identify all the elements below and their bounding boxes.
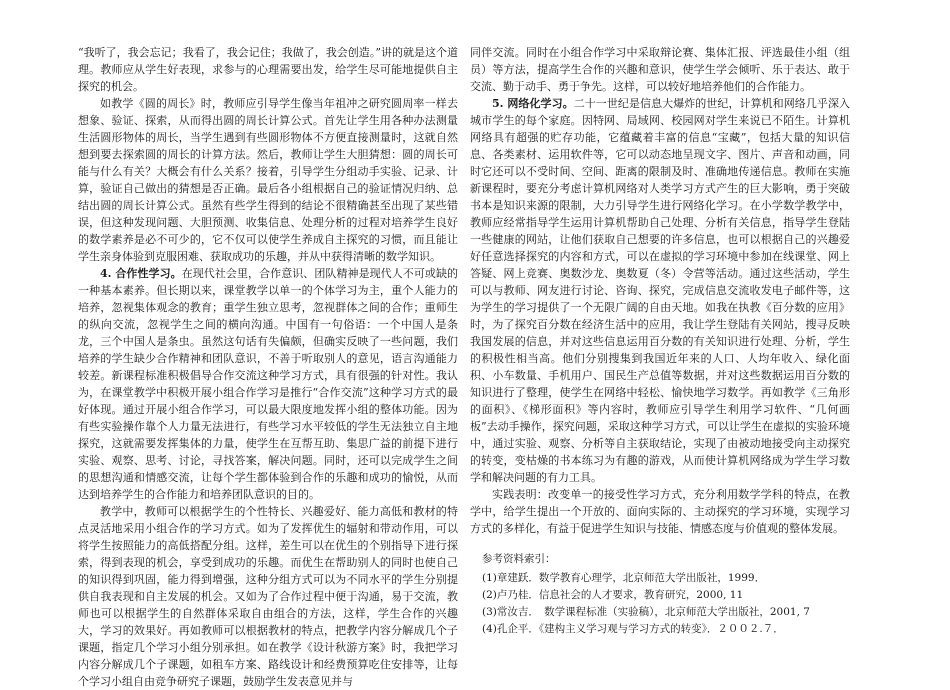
section-body-network: 二十一世纪是信息大爆炸的世纪，计算机和网络几乎深入城市学生的每个家庭。因特网、局域网、校园网对学生来说已不陌生。计算机网络具有超强的贮存功能，它蕴藏着丰富的信息“宝藏”，包括大量的知识信息、各类素材、运用软件等，它可以动态地呈现文字、图片、声音和动画，同时它还可以不受时间、空间、距离的限制及时、准确地传递信息。教师在实施新课程时，要充分考虑计算机网络对人类学习方式产生的巨大影响，勇于突破书本是知识来源的限制，大力引导学生进行网络化学习。在小学数学教学中，教师应经常指导学生运用计算机帮助自己处理、分析有关信息，指导学生登陆一些健康的网站，让他们获取自己想要的许多信息，也可以根据自己的兴趣爱好任意选择探究的内容和方式，可以在虚拟的学习环境中参加在线课堂、网上答疑、网上竞赛、奥数沙龙、奥数夏（冬）令营等活动。通过这些活动，学生可以与教师、网友进行讨论、咨询、探究，完成信息交流收发电子邮件等，这为学生的学习提供了一个无限广阔的自由天地。如我在执教《百分数的应用》时，为了探究百分数在经济生活中的应用，我让学生登陆有关网站，搜寻反映我国发展的信息，并对这些信息运用百分数的有关知识进行处理、分析，学生的积极性相当高。他们分别搜集到我国近年来的人口、人均年收入、绿化面积、小车数量、手机用户、国民生产总值等数据，并对这些数据运用百分数的知识进行了整理，使学生在网络中轻松、愉快地学习数学。再如教学《三角形的面积》、《梯形面积》等内容时，教师应引导学生利用学习软件、“几何画板”去动手操作，探究问题，采取这种学习方式，可以让学生在虚拟的实验环境中，通过实验、观察、分析等自主获取结论，实现了由被动地接受向主动探究的转变，变枯燥的书本练习为有趣的游戏，从而使计算机网络成为学生学习数学和解决问题的有力工具。	[470, 97, 850, 484]
section-heading-cooperative: 4. 合作性学习。	[100, 267, 182, 280]
paragraph-circle-example: 如教学《圆的周长》时，教师应引导学生像当年祖冲之研究圆周率一样去想象、验证、探索，从而得出圆的周长计算公式。首先让学生用各种办法测量生活圆形物体的周长，当学生遇到有些圆形物体不方便直接测量时，这就自然想到要去探索圆的周长的计算方法。然后，教师让学生大胆猜想：圆的周长可能与什么有关？大概会有什么关系？接着，引导学生分组动手实验、记录、计算，验证自己做出的猜想是否正确。最后各小组根据自己的验证情况归纳、总结出圆的周长计算公式。虽然有些学生得到的结论不很精确甚至出现了某些错误，但这种发现问题、大胆预测、收集信息、处理分析的过程对培养学生良好的数学素养是必不可少的，它不仅可以使学生养成自主探究的习惯，而且能让学生亲身体验到克服困难、获取成功的乐趣，并从中获得清晰的数学知识。	[78, 97, 458, 263]
paragraph-group-grouping: 教学中，教师可以根据学生的个性特长、兴趣爱好、能力高低和教材的特点灵活地采用小组合作的学习方式。如为了发挥优生的辐射和带动作用，可以将学生按照能力的高低搭配分组。这样，差生可以在优生的个别指导下进行探索，得到表现的机会，享受到成功的乐趣。而优生在帮助别人的同时也使自己的知识得到巩固，能力得到增强，这种分组方式可以为不同水平的学生分别提供自我表现和自主发展的机会。又如为了合作过程中便于沟通，易于交流，教师也可以根据学生的自然群体采取自由组合的方法，这样，学生合作的兴趣大，学习的效果好。再如教师可以根据教材的特点，把教学内容分解成几个子课题，指定几个学习小组分别承担。如在教学《设计秋游方案》时，我把学习内容分解成几个子课题，如租车方案、路线设计和经费预算吃住安排等，让每个学习小组自由竞争研究子课题，鼓励学生发表意见并与	[78, 505, 458, 688]
references-title: 参考资料索引：	[482, 553, 556, 565]
left-column	[78, 44, 458, 690]
paragraph-conclusion: 实践表明：改变单一的接受性学习方式，充分利用数学学科的特点，在教学中，给学生提出一个开放的、面向实际的、主动探究的学习环境，实现学习方式的多样化，有益于促进学生知识与技能、情感态度与价值观的整体发展。	[470, 488, 850, 535]
paragraph-cooperative-learning	[78, 265, 458, 503]
references-section	[470, 551, 850, 638]
reference-item: (3)常汝吉． 数学课程标准（实验稿），北京师范大学出版社，2001, 7	[482, 606, 810, 618]
section-heading-network: 5. 网络化学习。	[492, 97, 574, 110]
reference-item: (1)章建跃．数学教育心理学，北京师范大学出版社，1999．	[482, 572, 766, 584]
paragraph-network-learning	[470, 95, 850, 486]
reference-item: (4)孔企平．《建构主义学习观与学习方式的转变》．２００２.７．	[482, 623, 784, 635]
paragraph-quote: “我听了，我会忘记；我看了，我会记住；我做了，我会创造。”讲的就是这个道理。教师应从学生好表现，求参与的心理需要出发，给学生尽可能地提供自主探究的机会。	[78, 46, 458, 93]
right-column	[470, 44, 850, 638]
section-body-cooperative: 在现代社会里，合作意识、团队精神是现代人不可或缺的一种基本素养。但长期以来，课堂教学以单一的个体学习为主，重个人能力的培养，忽视集体观念的教育；重学生独立思考，忽视群体之间的合作；重师生的纵向交流，忽视学生之间的横向沟通。中国有一句俗语：一个中国人是条龙，三个中国人是条虫。虽然这句话有失偏颇，但确实反映了一些问题，我们培养的学生缺少合作精神和团队意识，不善于听取别人的意见，语言沟通能力较差。新课程标准积极倡导合作交流这种学习方式，具有很强的针对性。我认为，在课堂教学中积极开展小组合作学习是推行“合作交流”这种学习方式的最好体现。通过开展小组合作学习，可以最大限度地发挥小组的整体功能。因为有些实验操作靠个人力量无法进行，有些学习水平较低的学生无法独立自主地探究，这就需要发挥集体的力量，使学生在互帮互助、集思广益的前提下进行实验、观察、思考、讨论，寻找答案，解决问题。同时，还可以完成学生之间的思想沟通和情感交流，让每个学生都体验到合作的乐趣和成功的愉悦，从而达到培养学生的合作能力和培养团队意识的目的。	[78, 267, 458, 501]
paragraph-continued: 同伴交流。同时在小组合作学习中采取辩论赛、集体汇报、评选最佳小组（组员）等方法，提高学生合作的兴趣和意识，使学生学会倾听、乐于表达、敢于交流、勤于动手、勇于争先。这样，可以较好地培养他们的合作能力。	[470, 46, 850, 93]
reference-item: (2)卢乃桂．信息社会的人才要求，教育研究，2000, 11	[482, 589, 744, 601]
